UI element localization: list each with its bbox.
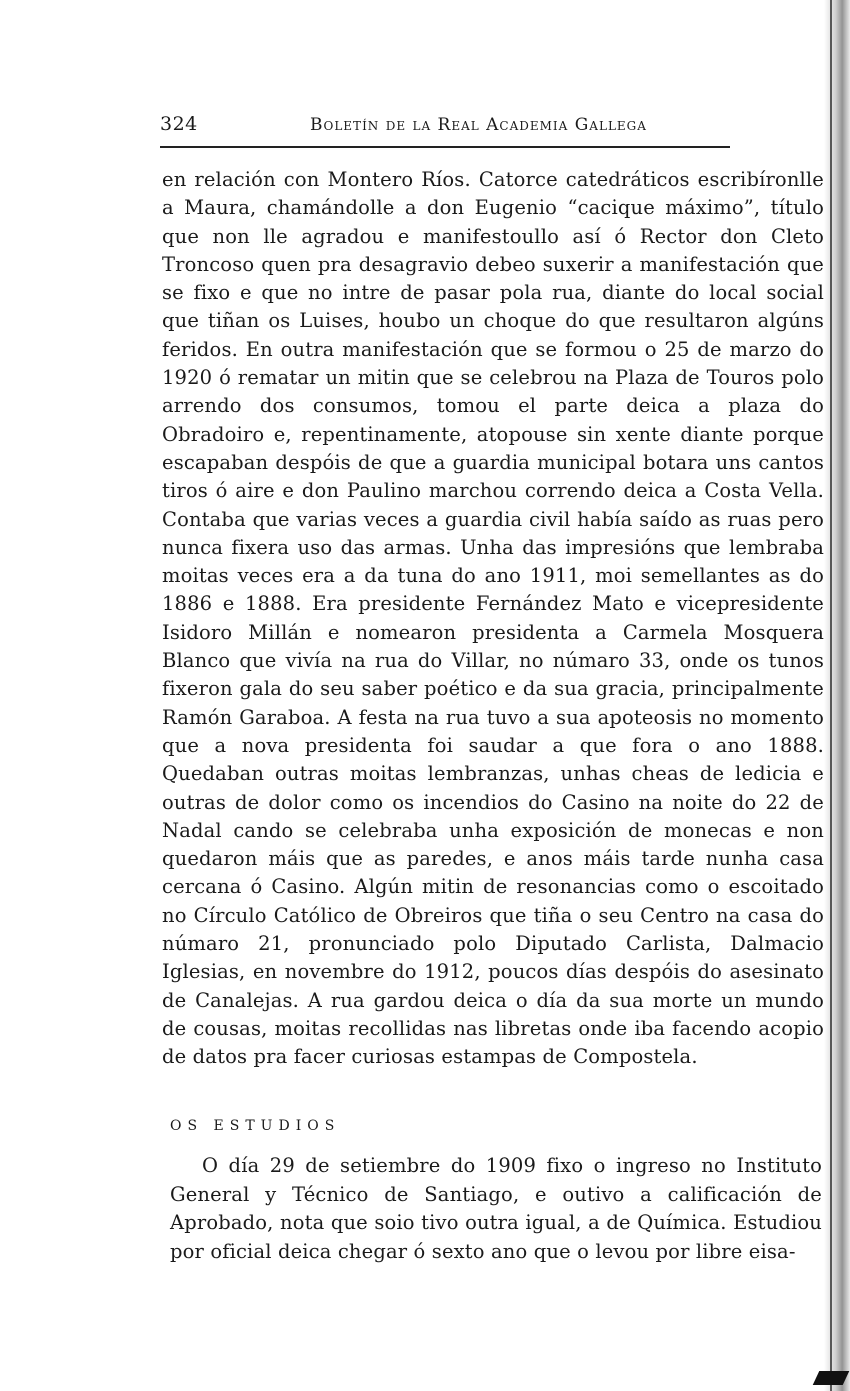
body-paragraph-1: en relación con Montero Ríos. Catorce catedráticos escribíronlle a Maura, chamándolle a don Eugenio “cacique máximo”, título que non lle agradou e manifestoullo así ó Rector don Cleto Troncoso quen pra desagravio debeo suxerir a manifestación que se fixo e que no intre de pasar pola rua, diante do local social que tiñan os Luises, houbo un choque do que resultaron algúns feridos. En outra manifestación que se formou o 25 de marzo do 1920 ó rematar un mitin que se celebrou na Plaza de Touros polo arrendo dos consumos, tomou el parte deica a plaza do Obradoiro e, repentinamente, atopouse sin xente diante porque escapaban despóis de que a guardia municipal botara uns cantos tiros ó aire e don Paulino marchou correndo deica a Costa Vella. Contaba que varias veces a guardia civil había saído as ruas pero nunca fixera uso das armas. Unha das impresións que lembraba moitas veces era a da tuna do ano 1911, moi semellantes as do 1886 e 1888. Era presidente Fernández Mato e vicepresidente Isidoro Millán e nomearon presidenta a Carmela Mosquera Blanco que vivía na rua do Villar, no númaro 33, onde os tunos fixeron gala do seu saber poético e da sua gracia, principalmente Ramón Garaboa. A festa na rua tuvo a sua apoteosis no momento que a nova presidenta foi saudar a que fora o ano 1888. Quedaban outras moitas lembranzas, unhas cheas de ledicia e outras de dolor como os incendios do Casino na noite do 22 de Nadal cando se celebraba unha exposición de monecas e non quedaron máis que as paredes, e anos máis tarde nunha casa cercana ó Casino. Algún mitin de resonancias como o escoitado no Círculo Católico de Obreiros que tiña o seu Centro na casa do númaro 21, pronunciado polo Diputado Carlista, Dalmacio Iglesias, en novembre do 1912, poucos días despóis do asesinato de Canalejas. A rua gardou deica o día da sua morte un mundo de cousas, moitas recollidas nas libretas onde iba facendo acopio de datos pra facer curiosas estampas de Compostela.: [162, 168, 824, 1069]
scan-edge-line: [830, 0, 832, 1391]
running-title: Boletín de la Real Academia Gallega: [310, 115, 647, 135]
section-heading: OS ESTUDIOS: [170, 1118, 341, 1134]
header-rule: [160, 146, 730, 148]
body-paragraph-2: O día 29 de setiembre do 1909 fixo o ingreso no Instituto General y Técnico de Santiago, e outivo a calificación de Aprobado, nota que soio tivo outra igual, a de Química. Estudiou por oficial deica chegar ó sexto ano que o levou por libre eisa-: [170, 1154, 822, 1263]
page-header: [160, 113, 730, 141]
page-number: 324: [160, 113, 198, 135]
scan-edge-shadow: [824, 0, 850, 1391]
